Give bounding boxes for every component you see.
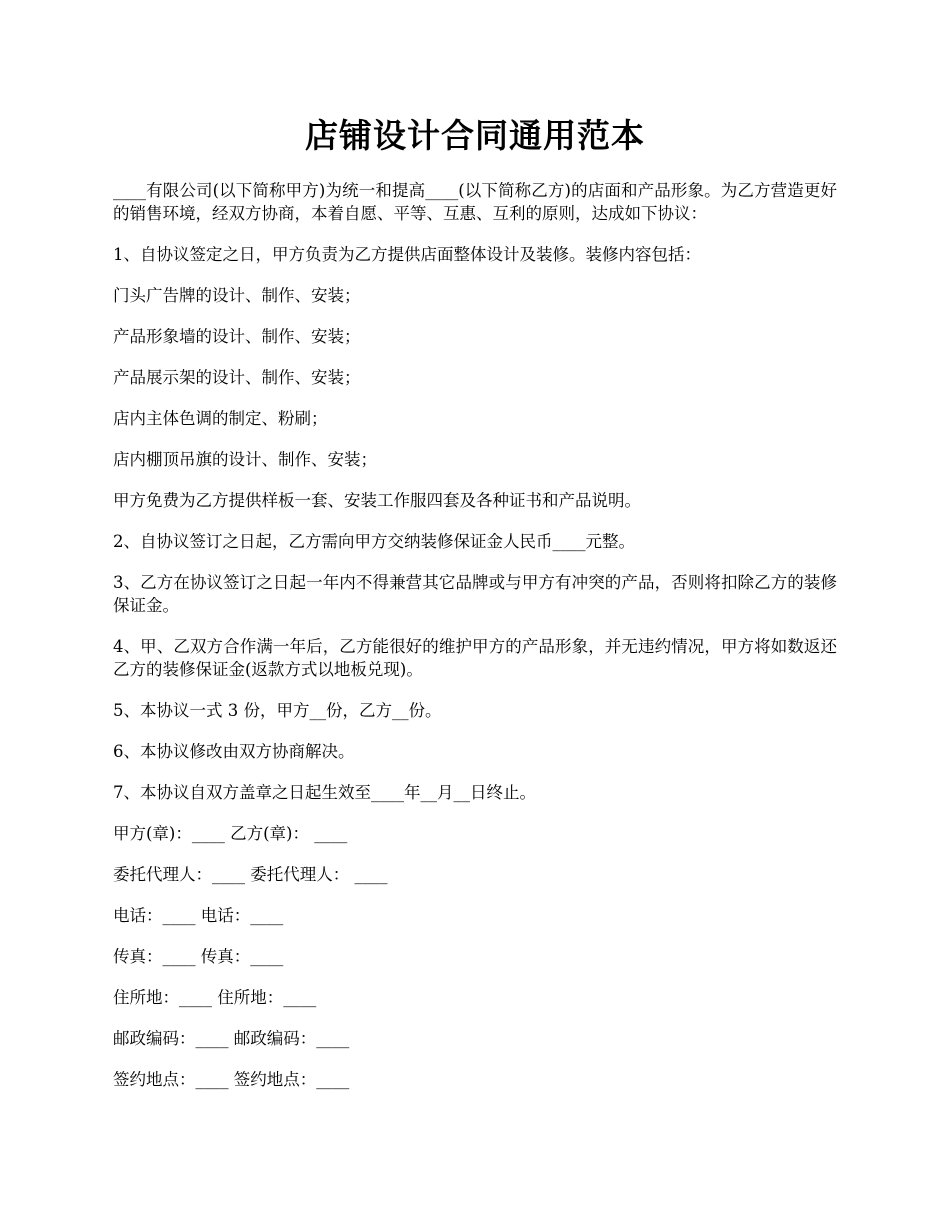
signature-agent-line: 委托代理人：____ 委托代理人： ____ — [113, 865, 388, 884]
signature-postcode-line: 邮政编码：____ 邮政编码：____ — [113, 1029, 350, 1048]
clause-6: 6、本协议修改由双方协商解决。 — [113, 742, 355, 761]
intro-paragraph: ____有限公司(以下简称甲方)为统一和提高____(以下简称乙方)的店面和产品形象。为乙方营造更好的销售环境，经双方协商，本着自愿、平等、互惠、互利的原则，达成如下协议： — [113, 181, 837, 223]
decoration-item: 产品展示架的设计、制作、安装； — [113, 368, 361, 387]
clause-5: 5、本协议一式 3 份，甲方__份，乙方__份。 — [113, 701, 442, 720]
signature-location-line: 签约地点：____ 签约地点：____ — [113, 1070, 350, 1089]
clause-1: 1、自协议签定之日，甲方负责为乙方提供店面整体设计及装修。装修内容包括： — [113, 245, 701, 264]
decoration-item: 门头广告牌的设计、制作、安装； — [113, 286, 361, 305]
document-body — [113, 179, 837, 1109]
document-title: 店铺设计合同通用范本 — [305, 116, 645, 155]
free-supplies-paragraph: 甲方免费为乙方提供样板一套、安装工作服四套及各种证书和产品说明。 — [113, 491, 641, 510]
decoration-item: 店内主体色调的制定、粉刷； — [113, 409, 328, 428]
signature-fax-line: 传真：____ 传真：____ — [113, 947, 284, 966]
signature-address-line: 住所地：____ 住所地：____ — [113, 988, 317, 1007]
signature-seal-line: 甲方(章)：____ 乙方(章)： ____ — [113, 824, 348, 843]
decoration-item: 店内棚顶吊旗的设计、制作、安装； — [113, 450, 377, 469]
clause-3: 3、乙方在协议签订之日起一年内不得兼营其它品牌或与甲方有冲突的产品，否则将扣除乙方的装修保证金。 — [113, 573, 837, 615]
signature-phone-line: 电话：____ 电话：____ — [113, 906, 284, 925]
clause-4: 4、甲、乙双方合作满一年后，乙方能很好的维护甲方的产品形象，并无违约情况，甲方将如数返还乙方的装修保证金(返款方式以地板兑现)。 — [113, 637, 837, 679]
clause-7: 7、本协议自双方盖章之日起生效至____年__月__日终止。 — [113, 783, 536, 802]
decoration-item: 产品形象墙的设计、制作、安装； — [113, 327, 361, 346]
clause-2: 2、自协议签订之日起，乙方需向甲方交纳装修保证金人民币____元整。 — [113, 532, 635, 551]
